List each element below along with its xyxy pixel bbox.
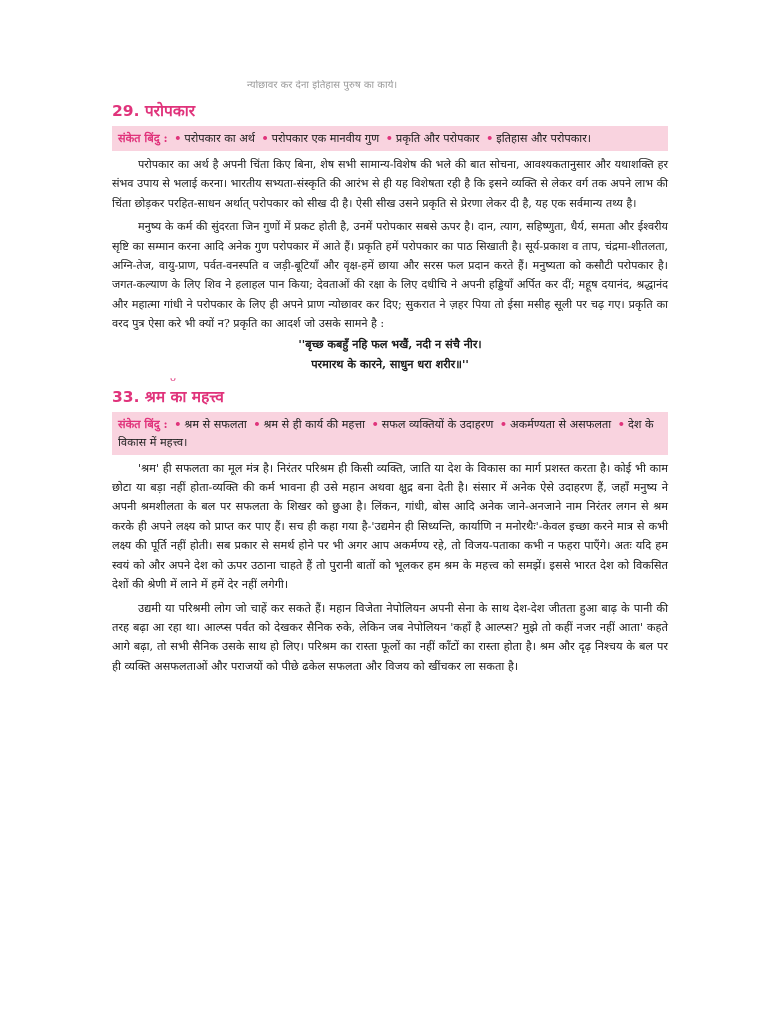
bullet-dot-icon: •	[253, 416, 261, 431]
doha-line: ''बृच्छ कबहुँ नहि फल भखैं, नदी न संचै नीर।	[298, 336, 482, 351]
section-title-paropkar: 29. परोपकार	[112, 102, 196, 120]
paragraph: उद्यमी या परिश्रमी लोग जो चाहें कर सकते हैं। महान विजेता नेपोलियन अपनी सेना के साथ देश-देश जीतता हुआ बाढ़ के पानी की तरह बढ़ा आ रहा था। आल्प्स पर्वत को देखकर सैनिक रुके, लेकिन जब नेपोलियन 'कहाँ है आल्प्स? मुझे तो कहीं नजर नहीं आता' कहते आगे बढ़ा, तो सभी सैनिक उसके साथ हो लिए। परिश्रम का रास्ता फूलों का नहीं काँटों का रास्ता होता है। श्रम और दृढ़ निश्चय के बल पर ही व्यक्ति असफलताओं और पराजयों को पीछे ढकेल सफलता और विजय को खींचकर ला सकता है।	[112, 601, 668, 673]
hint-point: परोपकार एक मानवीय गुण	[271, 132, 380, 145]
hint-point: सफल व्यक्तियों के उदाहरण	[381, 417, 494, 431]
bullet-dot-icon: •	[174, 131, 182, 145]
hint-label: संकेत बिंदु :	[118, 131, 168, 145]
hint-point: अकर्मण्यता से असफलता	[510, 417, 612, 431]
bullet-dot-icon: •	[617, 416, 625, 431]
hint-points-box	[112, 126, 668, 151]
hint-point: इतिहास और परोपकार।	[496, 132, 592, 145]
bullet-dot-icon: •	[371, 416, 379, 431]
cut-off-text-line: न्योछावर कर देना इतिहास पुरुष का कार्य।	[246, 80, 398, 91]
paragraph: परोपकार का अर्थ है अपनी चिंता किए बिना, शेष सभी सामान्य-विशेष की भले की बात सोचना, आवश्यकतानुसार और यथाशक्ति हर संभव उपाय से भलाई करना। भारतीय सभ्यता-संस्कृति की आरंभ से ही यह विशेषता रही है कि इसने व्यक्ति से लेकर वर्ग तक अपने लाभ की चिंता छोड़कर परहित-साधन अर्थात् परोपकार को सीख दी है। ऐसी सीख उसने प्रकृति से प्रेरणा लेकर दी है, यह एक सर्वमान्य तथ्य है।	[112, 158, 668, 210]
hint-point: देश के विकास में महत्त्व।	[118, 417, 654, 449]
hint-point: श्रम से ही कार्य की महत्ता	[263, 417, 365, 431]
doha-line: परमारथ के कारने, साधुन धरा शरीर॥''	[311, 356, 469, 371]
hint-points-box	[112, 412, 668, 455]
bullet-dot-icon: •	[499, 416, 508, 431]
section-mark: ᴗ	[170, 372, 177, 384]
bullet-dot-icon: •	[486, 131, 494, 145]
hint-point: श्रम से सफलता	[184, 417, 247, 431]
hint-label: संकेत बिंदु :	[118, 416, 168, 431]
document-page	[112, 80, 668, 676]
bullet-dot-icon: •	[174, 416, 182, 431]
hint-point: प्रकृति और परोपकार	[395, 132, 480, 145]
bullet-dot-icon: •	[385, 131, 393, 145]
bullet-dot-icon: •	[261, 131, 269, 145]
hint-point: परोपकार का अर्थ	[184, 132, 255, 145]
section-title-shram: 33. श्रम का महत्त्व	[112, 387, 224, 406]
paragraph: मनुष्य के कर्म की सुंदरता जिन गुणों में प्रकट होती है, उनमें परोपकार सबसे ऊपर है। दान, त्याग, सहिष्णुता, धैर्य, समता और ईश्वरीय सृष्टि का सम्मान करना आदि अनेक गुण परोपकार में आते हैं। प्रकृति हमें परोपकार का पाठ सिखाती है। सूर्य-प्रकाश व ताप, चंद्रमा-शीतलता, अग्नि-तेज, वायु-प्राण, पर्वत-वनस्पति व जड़ी-बूटियाँ और वृक्ष-हमें छाया और सरस फल प्रदान करते हैं। मनुष्यता को कसौटी परोपकार है। जगत-कल्याण के लिए शिव ने हलाहल पान किया; देवताओं की रक्षा के लिए दधीचि ने अपनी हड्डियाँ अर्पित कर दीं; महूष दयानंद, श्रद्धानंद और महात्मा गांधी ने परोपकार के लिए ही अपने प्राण न्योछावर कर दिए; सुकरात ने ज़हर पिया तो ईसा मसीह सूली पर चढ़ गए। प्रकृति का वरद पुत्र ऐसा करे भी क्यों न? प्रकृति का आदर्श जो उसके सामने है :	[112, 220, 668, 331]
paragraph: 'श्रम' ही सफलता का मूल मंत्र है। निरंतर परिश्रम ही किसी व्यक्ति, जाति या देश के विकास का मार्ग प्रशस्त करता है। कोई भी काम छोटा या बड़ा नहीं होता-व्यक्ति की कर्म भावना ही उसे महान अथवा क्षुद्र बना देती है। संसार में अनेक ऐसे उदाहरण हैं, जहाँ मनुष्य ने अपनी श्रमशीलता के बल पर सफलता के शिखर को छुआ है। लिंकन, गांधी, बोस आदि अनेक जाने-अनजाने नाम निरंतर लगन से श्रम करके ही अपने लक्ष्य को प्राप्त कर पाए हैं। सच ही कहा गया है-'उद्यमेन ही सिध्यन्ति, कार्याणि न मनोरथैः'-केवल इच्छा करने मात्र से कभी लक्ष्य की पूर्ति नहीं होती। सब प्रकार से समर्थ होने पर भी अगर आप अकर्मण्य रहे, तो विजय-पताका कभी न फहरा पाएँगे। अतः यदि हम स्वयं को और अपने देश को ऊपर उठाना चाहते हैं तो पुरानी बातों को भूलकर हम श्रम के महत्त्व को समझें। इससे भारत देश को विकसित देशों की श्रेणी में लाने में हमें देर नहीं लगेगी।	[112, 461, 668, 592]
